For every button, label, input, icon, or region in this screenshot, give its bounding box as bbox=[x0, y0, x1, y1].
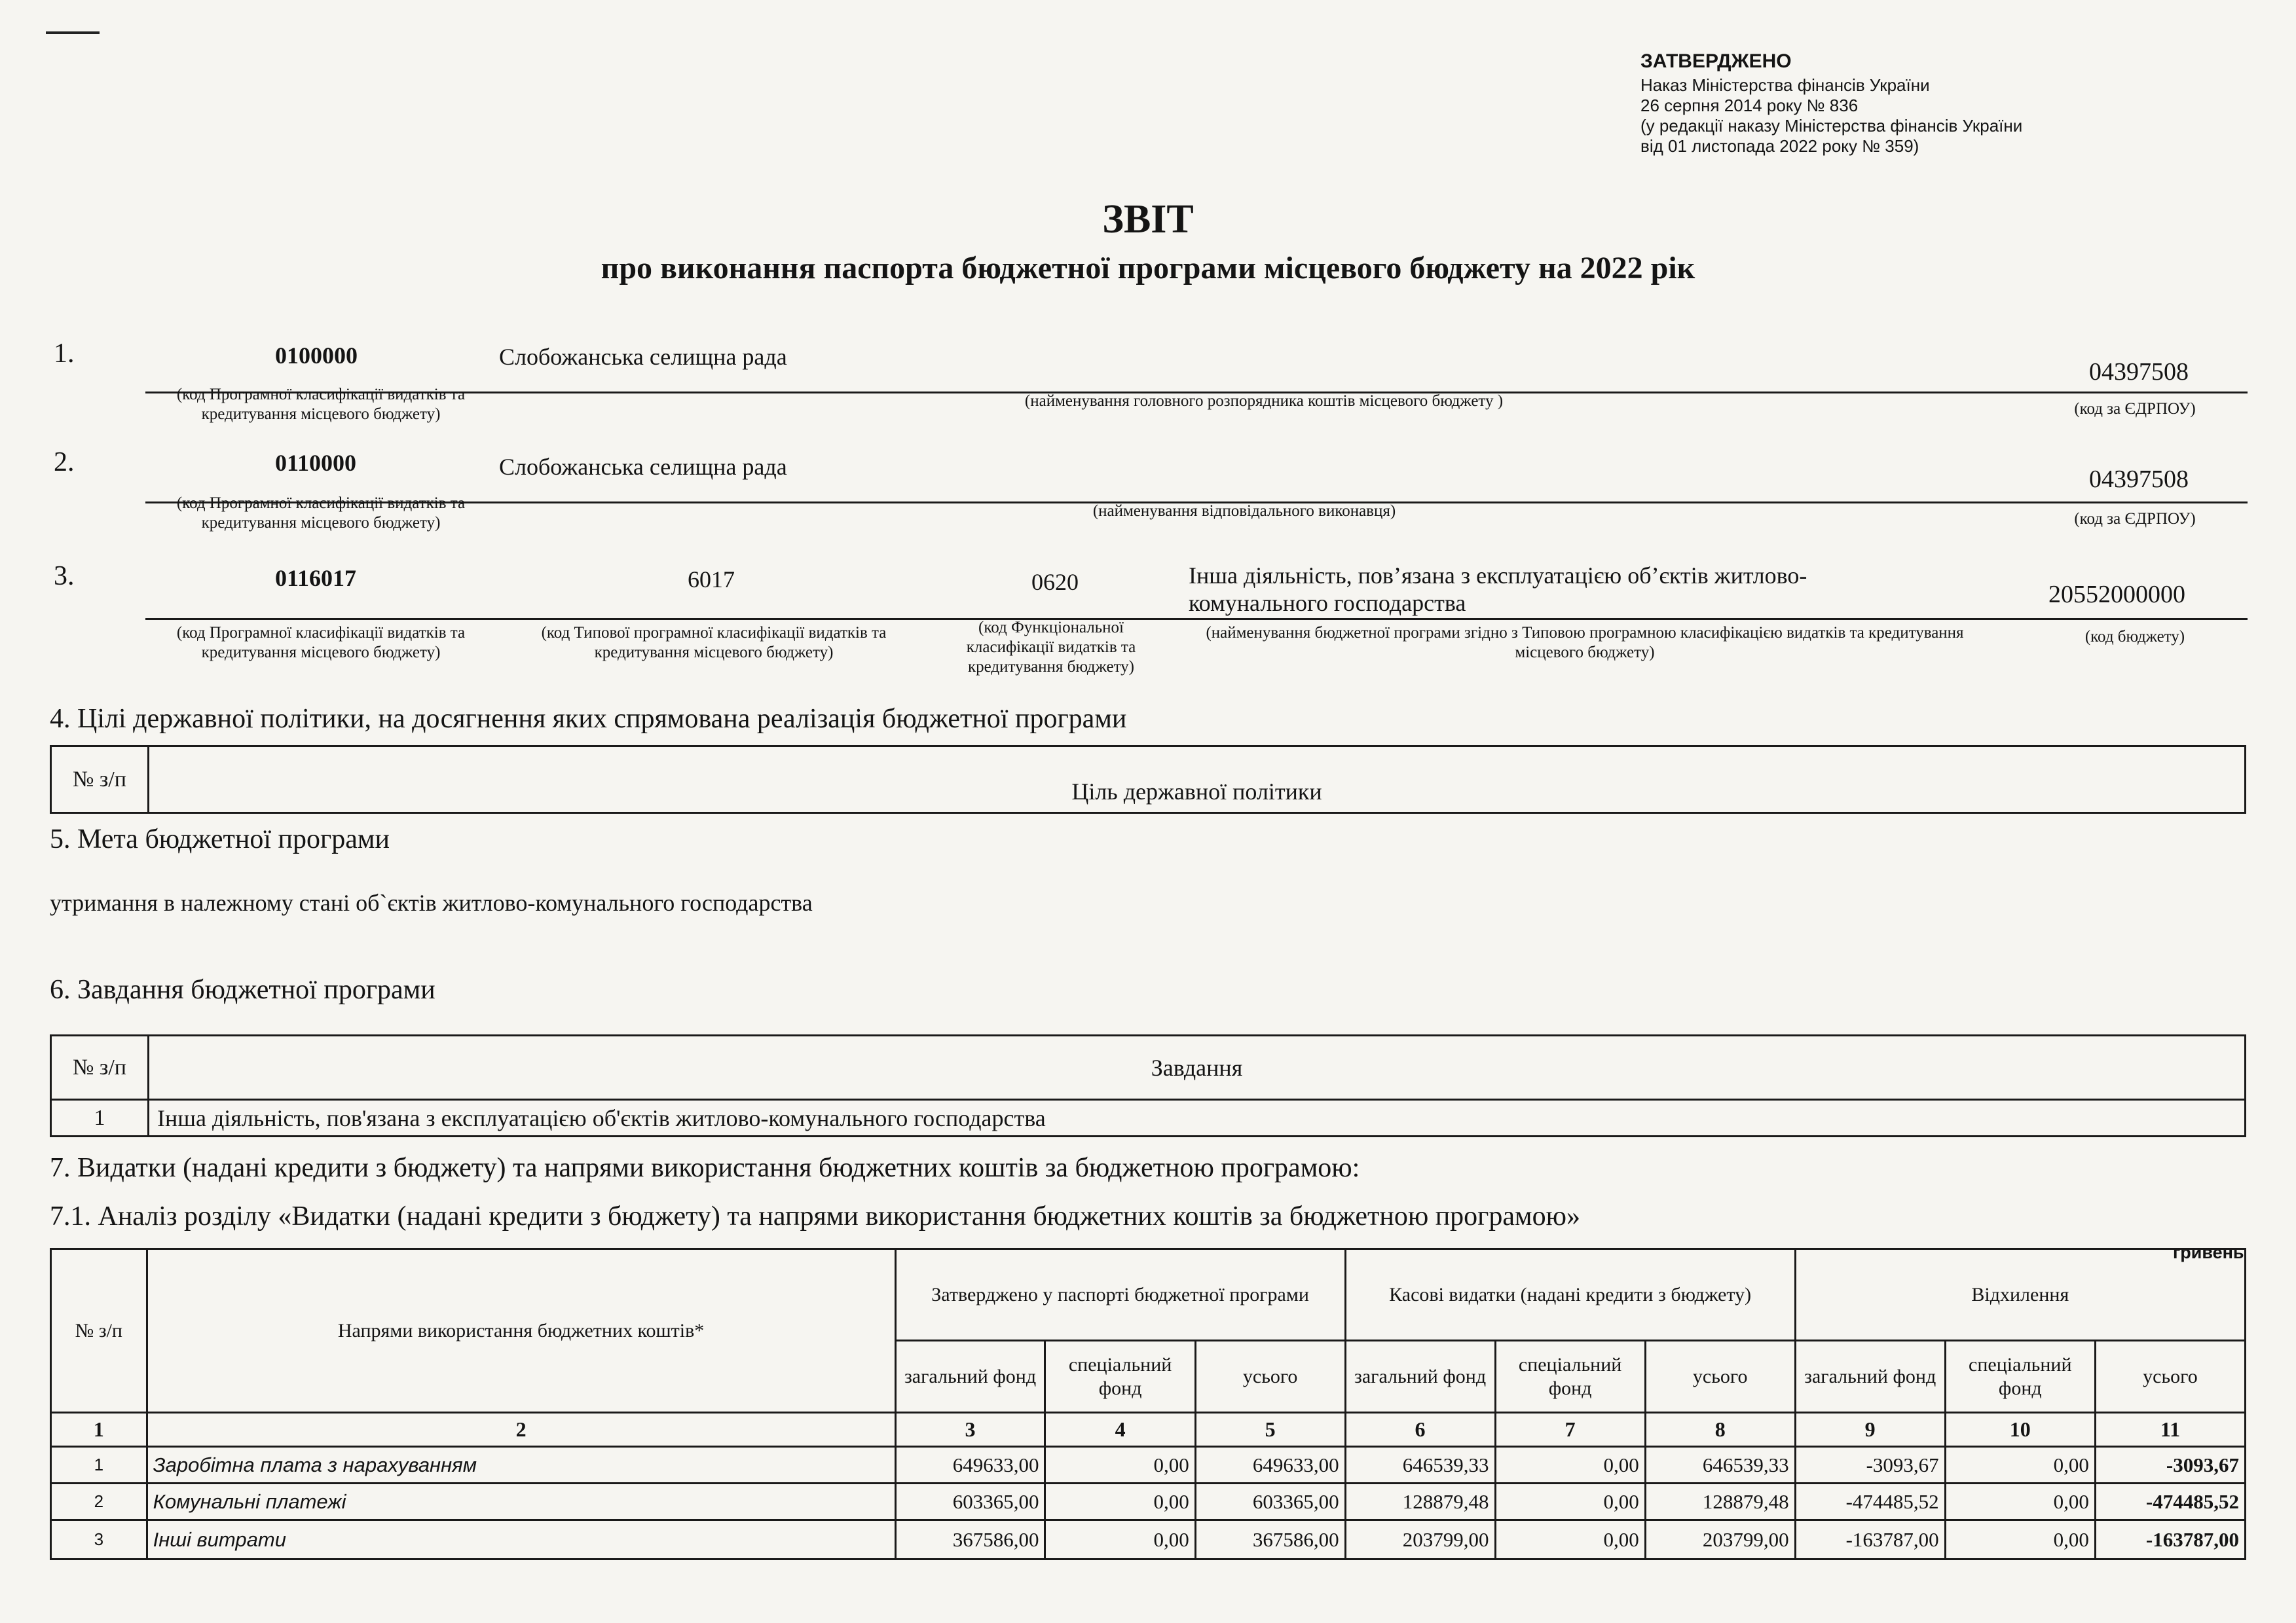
approved-total: 603365,00 bbox=[1195, 1484, 1345, 1520]
approved-special: 0,00 bbox=[1045, 1484, 1195, 1520]
row-number: 2 bbox=[51, 1484, 147, 1520]
row-direction: Заробітна плата з нарахуванням bbox=[147, 1447, 895, 1484]
sub-special-fund: спеціальний фонд bbox=[1945, 1341, 2095, 1413]
row3-budget-caption: (код бюджету) bbox=[2084, 628, 2185, 646]
section6-title: 6. Завдання бюджетної програми bbox=[50, 975, 435, 1005]
cash-general: 203799,00 bbox=[1345, 1520, 1495, 1559]
deviation-special: 0,00 bbox=[1945, 1484, 2095, 1520]
row1-code-caption: (код Програмної класифікації видатків та кредитування місцевого бюджету) bbox=[176, 386, 466, 423]
column-number: 1 bbox=[51, 1413, 147, 1447]
cash-special: 0,00 bbox=[1495, 1484, 1645, 1520]
report-title: ЗВІТ bbox=[1102, 197, 1194, 242]
row3-typical-code: 6017 bbox=[688, 566, 735, 593]
row3-typical-caption: (код Типової програмної класифікації видатків та кредитування місцевого бюджету) bbox=[541, 624, 887, 661]
approval-line: Наказ Міністерства фінансів України bbox=[1640, 75, 1930, 95]
group-approved: Затверджено у паспорті бюджетної програми bbox=[895, 1249, 1345, 1341]
sub-total: усього bbox=[1645, 1341, 1795, 1413]
column-number: 11 bbox=[2095, 1413, 2245, 1447]
row-direction: Комунальні платежі bbox=[147, 1484, 895, 1520]
table-row bbox=[51, 1484, 2246, 1520]
cash-total: 128879,48 bbox=[1645, 1484, 1795, 1520]
section4-col-number: № з/п bbox=[51, 746, 149, 813]
column-number: 5 bbox=[1195, 1413, 1345, 1447]
sub-special-fund: спеціальний фонд bbox=[1045, 1341, 1195, 1413]
column-number: 3 bbox=[895, 1413, 1045, 1447]
row3-program-name-line2: комунального господарства bbox=[1189, 590, 1466, 616]
section6-col-number: № з/п bbox=[51, 1036, 149, 1100]
section5-title: 5. Мета бюджетної програми bbox=[50, 824, 390, 854]
deviation-total: -3093,67 bbox=[2095, 1447, 2245, 1484]
approval-head: ЗАТВЕРДЖЕНО bbox=[1640, 50, 1792, 72]
section71-title: 7.1. Аналіз розділу «Видатки (надані кредити з бюджету) та напрями використання бюджетних коштів за бюджетною програмою» bbox=[50, 1201, 1581, 1231]
approved-special: 0,00 bbox=[1045, 1447, 1195, 1484]
cash-general: 646539,33 bbox=[1345, 1447, 1495, 1484]
section5-purpose: утримання в належному стані об`єктів житлово-комунального господарства bbox=[50, 890, 813, 916]
row2-edrpou-caption: (код за ЄДРПОУ) bbox=[2074, 510, 2196, 528]
sub-total: усього bbox=[2095, 1341, 2245, 1413]
col-number: № з/п bbox=[51, 1249, 147, 1413]
section4-table bbox=[50, 745, 2246, 814]
column-number: 10 bbox=[1945, 1413, 2095, 1447]
row2-name-caption: (найменування відповідального виконавця) bbox=[1092, 502, 1396, 520]
cash-total: 203799,00 bbox=[1645, 1520, 1795, 1559]
report-subtitle: про виконання паспорта бюджетної програми місцевого бюджету на 2022 рік bbox=[601, 251, 1695, 285]
row2-code: 0110000 bbox=[275, 450, 357, 476]
group-deviation: Відхилення bbox=[1795, 1249, 2245, 1341]
sub-total: усього bbox=[1195, 1341, 1345, 1413]
section4-title: 4. Цілі державної політики, на досягнення яких спрямована реалізація бюджетної програми bbox=[50, 704, 1127, 734]
row1-code: 0100000 bbox=[275, 342, 358, 369]
cash-special: 0,00 bbox=[1495, 1520, 1645, 1559]
section6-row-task: Інша діяльність, пов'язана з експлуатацією об'єктів житлово-комунального господарства bbox=[149, 1100, 2246, 1137]
cash-general: 128879,48 bbox=[1345, 1484, 1495, 1520]
row2-edrpou: 04397508 bbox=[2089, 465, 2189, 493]
approval-line: 26 серпня 2014 року № 836 bbox=[1640, 96, 1859, 115]
column-number: 9 bbox=[1795, 1413, 1945, 1447]
deviation-general: -474485,52 bbox=[1795, 1484, 1945, 1520]
row3-program-name bbox=[1189, 562, 2001, 617]
deviation-special: 0,00 bbox=[1945, 1520, 2095, 1559]
row1-edrpou: 04397508 bbox=[2089, 358, 2189, 386]
row1-edrpou-caption: (код за ЄДРПОУ) bbox=[2074, 400, 2196, 418]
table-row bbox=[51, 1520, 2246, 1559]
column-number: 6 bbox=[1345, 1413, 1495, 1447]
approved-general: 367586,00 bbox=[895, 1520, 1045, 1559]
deviation-special: 0,00 bbox=[1945, 1447, 2095, 1484]
deviation-total: -474485,52 bbox=[2095, 1484, 2245, 1520]
row3-number: 3. bbox=[54, 561, 75, 591]
row3-budget-code: 20552000000 bbox=[2048, 581, 2185, 608]
row1-number: 1. bbox=[54, 338, 75, 369]
row3-functional-caption: (код Функціональної класифікації видатків та кредитування бюджету) bbox=[966, 619, 1136, 676]
approved-total: 649633,00 bbox=[1195, 1447, 1345, 1484]
column-numbers-row bbox=[51, 1413, 2246, 1447]
row2-number: 2. bbox=[54, 447, 75, 477]
sub-general-fund: загальний фонд bbox=[1345, 1341, 1495, 1413]
row1-name: Слобожанська селищна рада bbox=[499, 344, 787, 370]
approval-line: (у редакції наказу Міністерства фінансів України bbox=[1640, 116, 2023, 136]
section6-row-number: 1 bbox=[51, 1100, 149, 1137]
approval-line: від 01 листопада 2022 року № 359) bbox=[1640, 136, 1919, 156]
row3-code: 0116017 bbox=[275, 565, 357, 591]
row2-name: Слобожанська селищна рада bbox=[499, 454, 787, 480]
group-cash-expenses: Касові видатки (надані кредити з бюджету) bbox=[1345, 1249, 1795, 1341]
sub-special-fund: спеціальний фонд bbox=[1495, 1341, 1645, 1413]
cash-total: 646539,33 bbox=[1645, 1447, 1795, 1484]
section6-table bbox=[50, 1034, 2246, 1137]
corner-mark bbox=[46, 31, 100, 34]
row2-code-caption: (код Програмної класифікації видатків та кредитування місцевого бюджету) bbox=[176, 494, 466, 532]
row-number: 3 bbox=[51, 1520, 147, 1559]
approval-block bbox=[1640, 51, 2022, 156]
row3-name-caption: (найменування бюджетної програми згідно з Типовою програмною класифікацією видатків та кредитування місцевого бюджету) bbox=[1206, 624, 1964, 661]
expenses-table bbox=[50, 1248, 2246, 1560]
row3-program-name-line1: Інша діяльність, пов’язана з експлуатацією об’єктів житлово- bbox=[1189, 562, 1807, 589]
column-number: 4 bbox=[1045, 1413, 1195, 1447]
approved-general: 649633,00 bbox=[895, 1447, 1045, 1484]
section7-title: 7. Видатки (надані кредити з бюджету) та напрями використання бюджетних коштів за бюджетною програмою: bbox=[50, 1153, 1360, 1183]
column-number: 8 bbox=[1645, 1413, 1795, 1447]
section7-unit: гривень bbox=[2173, 1243, 2244, 1262]
cash-special: 0,00 bbox=[1495, 1447, 1645, 1484]
approved-total: 367586,00 bbox=[1195, 1520, 1345, 1559]
approved-special: 0,00 bbox=[1045, 1520, 1195, 1559]
section6-row bbox=[51, 1100, 2246, 1137]
table-row bbox=[51, 1447, 2246, 1484]
column-number: 2 bbox=[147, 1413, 895, 1447]
row3-code-caption: (код Програмної класифікації видатків та кредитування місцевого бюджету) bbox=[176, 624, 466, 661]
column-number: 7 bbox=[1495, 1413, 1645, 1447]
deviation-general: -163787,00 bbox=[1795, 1520, 1945, 1559]
row3-underline bbox=[145, 618, 2248, 620]
row1-name-caption: (найменування головного розпорядника коштів місцевого бюджету ) bbox=[1024, 392, 1504, 410]
approved-general: 603365,00 bbox=[895, 1484, 1045, 1520]
deviation-total: -163787,00 bbox=[2095, 1520, 2245, 1559]
col-directions: Напрями використання бюджетних коштів* bbox=[147, 1249, 895, 1413]
deviation-general: -3093,67 bbox=[1795, 1447, 1945, 1484]
sub-general-fund: загальний фонд bbox=[895, 1341, 1045, 1413]
section6-col-task: Завдання bbox=[149, 1036, 2246, 1100]
row-direction: Інші витрати bbox=[147, 1520, 895, 1559]
section4-col-goal: Ціль державної політики bbox=[149, 746, 2246, 813]
row-number: 1 bbox=[51, 1447, 147, 1484]
sub-general-fund: загальний фонд bbox=[1795, 1341, 1945, 1413]
row3-functional-code: 0620 bbox=[1031, 569, 1079, 595]
